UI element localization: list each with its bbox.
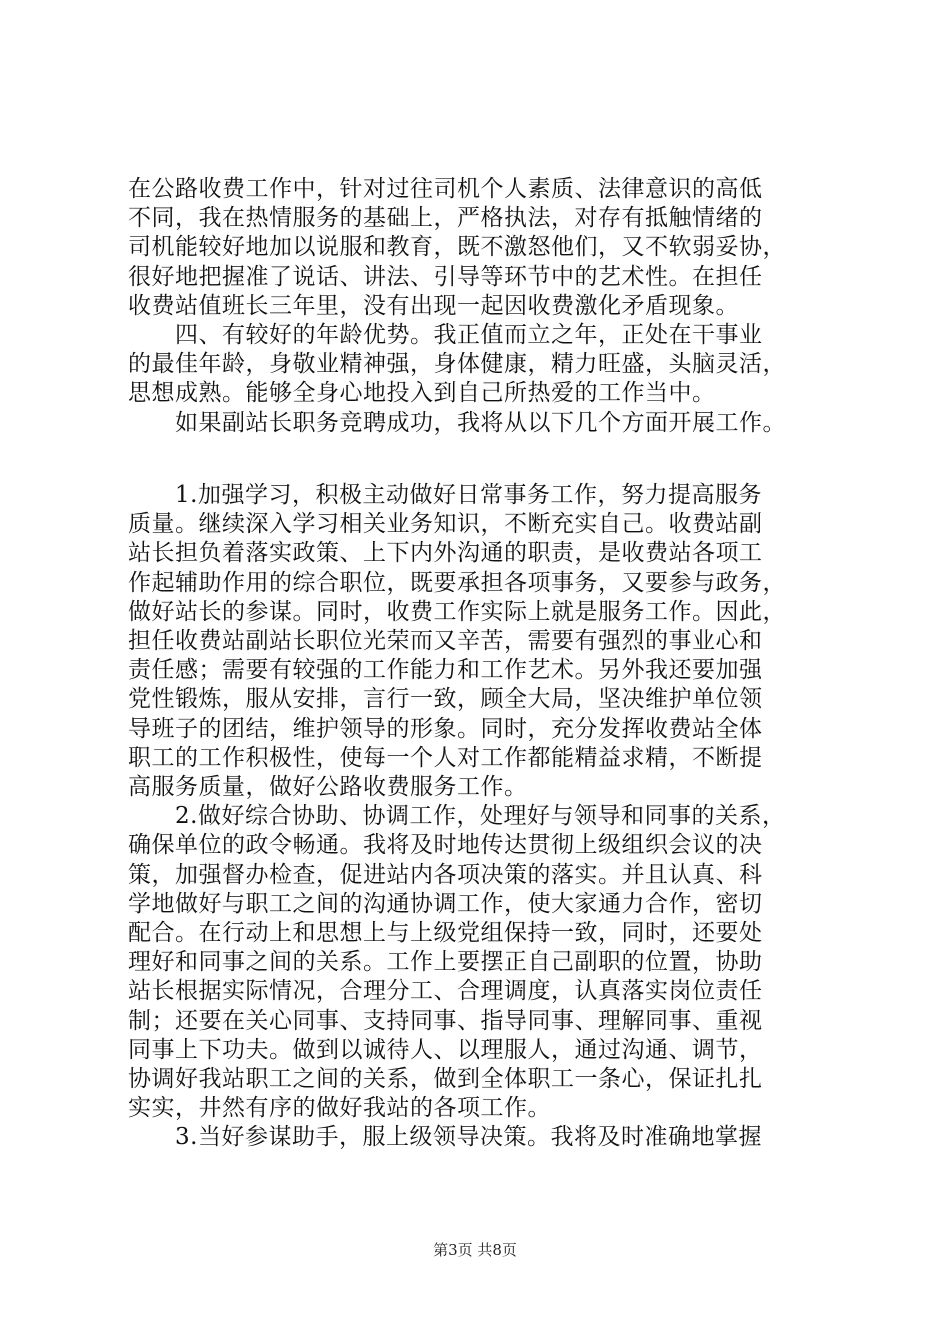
text-line: 确保单位的政令畅通。我将及时地传达贯彻上级组织会议的决 (128, 832, 763, 859)
text-line: 配合。在行动上和思想上与上级党组保持一致，同时，还要处 (128, 920, 763, 947)
page-number-footer: 第3页 共8页 (433, 1241, 517, 1259)
text-line: 职工的工作积极性，使每一个人对工作都能精益求精，不断提 (128, 744, 763, 771)
text-line: 很好地把握准了说话、讲法、引导等环节中的艺术性。在担任 (128, 263, 763, 290)
body-text-top (128, 175, 840, 438)
text-line: 党性锻炼，服从安排，言行一致，顾全大局，坚决维护单位领 (128, 686, 763, 713)
text-line: 站长根据实际情况，合理分工、合理调度，认真落实岗位责任 (128, 978, 763, 1005)
text-line: 理好和同事之间的关系。工作上要摆正自己副职的位置，协助 (128, 949, 763, 976)
text-line: 思想成熟。能够全身心地投入到自己所热爱的工作当中。 (128, 380, 716, 407)
text-line: 1.加强学习，积极主动做好日常事务工作，努力提高服务 (128, 482, 762, 508)
text-line: 做好站长的参谋。同时，收费工作实际上就是服务工作。因此， (128, 598, 786, 625)
text-line: 的最佳年龄，身敬业精神强，身体健康，精力旺盛，头脑灵活， (128, 351, 786, 378)
text-line: 同事上下功夫。做到以诚待人、以理服人，通过沟通、调节， (128, 1036, 763, 1063)
text-line: 在公路收费工作中，针对过往司机个人素质、法律意识的高低 (128, 176, 763, 202)
text-line: 高服务质量，做好公路收费服务工作。 (128, 774, 528, 801)
text-line: 制；还要在关心同事、支持同事、指导同事、理解同事、重视 (128, 1007, 763, 1034)
text-line: 3.当好参谋助手，服上级领导决策。我将及时准确地掌握 (128, 1124, 762, 1151)
text-line: 担任收费站副站长职位光荣而又辛苦，需要有强烈的事业心和 (128, 628, 763, 655)
text-line: 2.做好综合协助、协调工作，处理好与领导和同事的关系， (128, 803, 786, 830)
text-line: 策，加强督办检查，促进站内各项决策的落实。并且认真、科 (128, 861, 763, 888)
text-line: 如果副站长职务竞聘成功，我将从以下几个方面开展工作。 (128, 409, 786, 436)
text-line: 协调好我站职工之间的关系，做到全体职工一条心，保证扎扎 (128, 1066, 763, 1093)
text-line: 作起辅助作用的综合职位，既要承担各项事务，又要参与政务， (128, 569, 786, 596)
text-line: 质量。继续深入学习相关业务知识，不断充实自己。收费站副 (128, 511, 763, 538)
text-line: 站长担负着落实政策、上下内外沟通的职责，是收费站各项工 (128, 540, 763, 567)
text-line: 导班子的团结，维护领导的形象。同时，充分发挥收费站全体 (128, 715, 763, 742)
text-line: 学地做好与职工之间的沟通协调工作，使大家通力合作，密切 (128, 890, 763, 917)
text-line: 不同，我在热情服务的基础上，严格执法，对存有抵触情绪的 (128, 205, 763, 232)
text-line: 司机能较好地加以说服和教育，既不激怒他们，又不软弱妥协， (128, 234, 786, 261)
text-line: 实实，井然有序的做好我站的各项工作。 (128, 1095, 551, 1122)
text-line: 责任感；需要有较强的工作能力和工作艺术。另外我还要加强 (128, 657, 763, 684)
text-line: 收费站值班长三年里，没有出现一起因收费激化矛盾现象。 (128, 292, 739, 319)
text-line: 四、有较好的年龄优势。我正值而立之年，正处在干事业 (128, 322, 763, 349)
body-text-bottom (128, 481, 840, 1153)
